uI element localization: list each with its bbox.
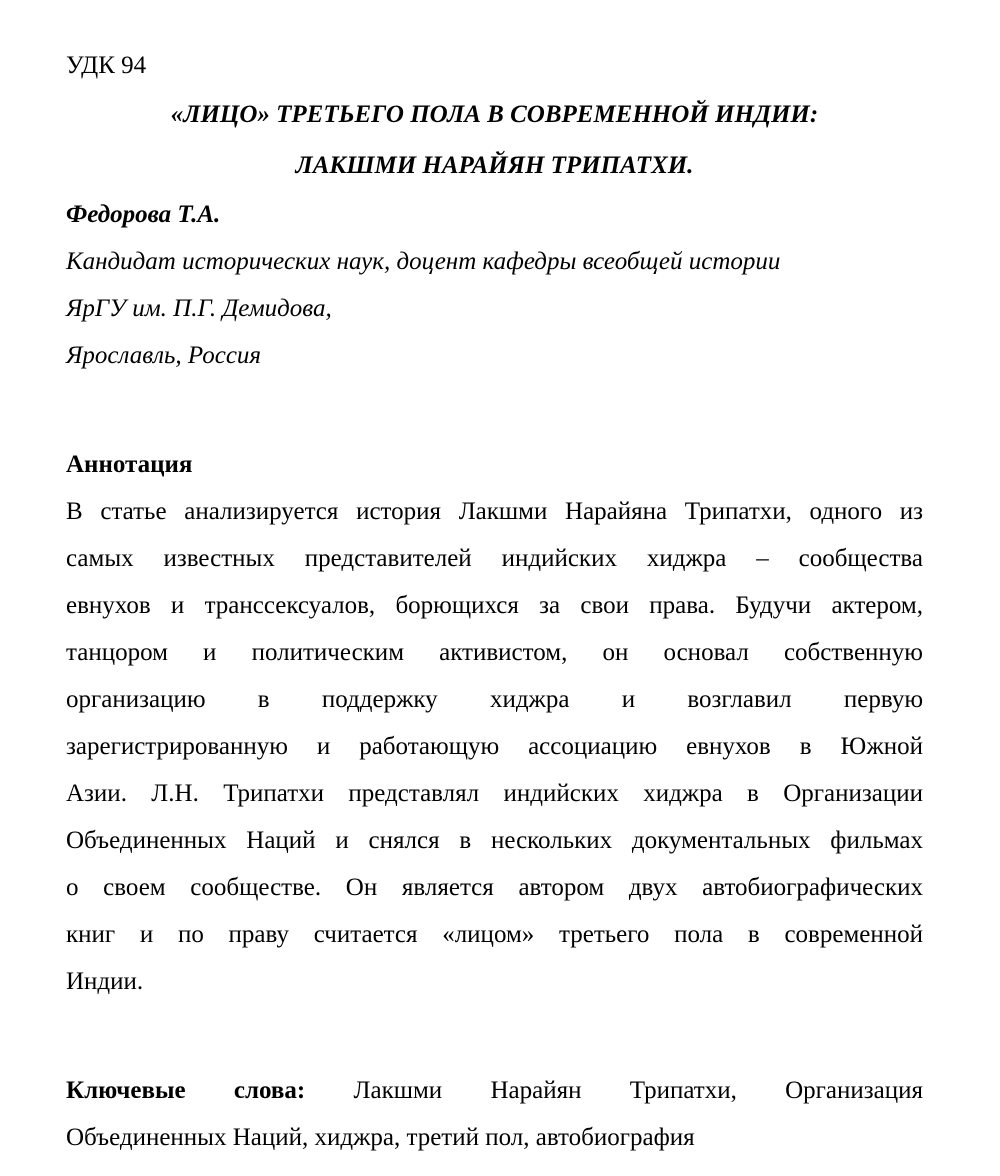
paper-page [66, 42, 923, 1161]
abstract-line: Азии. Л.Н. Трипатхи представлял индийских хиджра в Организации [66, 780, 923, 807]
abstract-line: о своем сообществе. Он является автором двух автобиографических [66, 874, 923, 901]
abstract-body [66, 488, 923, 1005]
abstract-line: зарегистрированную и работающую ассоциацию евнухов в Южной [66, 733, 923, 760]
keywords-list-part-1: Лакшми Нарайян Трипатхи, Организация [353, 1077, 924, 1104]
udk-code: УДК 94 [66, 52, 147, 79]
abstract-line: Индии. [66, 968, 144, 995]
abstract-line: танцором и политическим активистом, он основал собственную [66, 639, 923, 666]
abstract-line: книг и по праву считается «лицом» третьего пола в современной [66, 921, 923, 948]
author-name: Федорова Т.А. [66, 201, 221, 228]
abstract-line: организацию в поддержку хиджра и возглавил первую [66, 686, 923, 713]
affiliation-location: Ярославль, Россия [66, 342, 262, 369]
abstract-line: евнухов и транссексуалов, борющихся за свои права. Будучи актером, [66, 592, 923, 619]
keywords-line-1 [66, 1067, 923, 1114]
section-gap [66, 1005, 923, 1067]
abstract-line: Объединенных Наций и снялся в нескольких документальных фильмах [66, 827, 923, 854]
article-title [66, 89, 923, 191]
keywords-list-part-2: Объединенных Наций, хиджра, третий пол, автобиография [66, 1124, 695, 1151]
keywords-block [66, 1067, 923, 1161]
abstract-line: самых известных представителей индийских хиджра – сообщества [66, 545, 923, 572]
affiliation-position: Кандидат исторических наук, доцент кафедры всеобщей истории [66, 248, 781, 275]
section-gap [66, 379, 923, 441]
abstract-heading: Аннотация [66, 451, 193, 478]
affiliation-university: ЯрГУ им. П.Г. Демидова, [66, 295, 332, 322]
article-title-line-2: ЛАКШМИ НАРАЙЯН ТРИПАТХИ. [295, 152, 694, 179]
keywords-label: Ключевые слова: [66, 1077, 306, 1104]
article-title-line-1: «ЛИЦО» ТРЕТЬЕГО ПОЛА В СОВРЕМЕННОЙ ИНДИИ: [170, 101, 819, 128]
author-affiliation [66, 238, 923, 379]
abstract-line: В статье анализируется история Лакшми Нарайяна Трипатхи, одного из [66, 498, 923, 525]
